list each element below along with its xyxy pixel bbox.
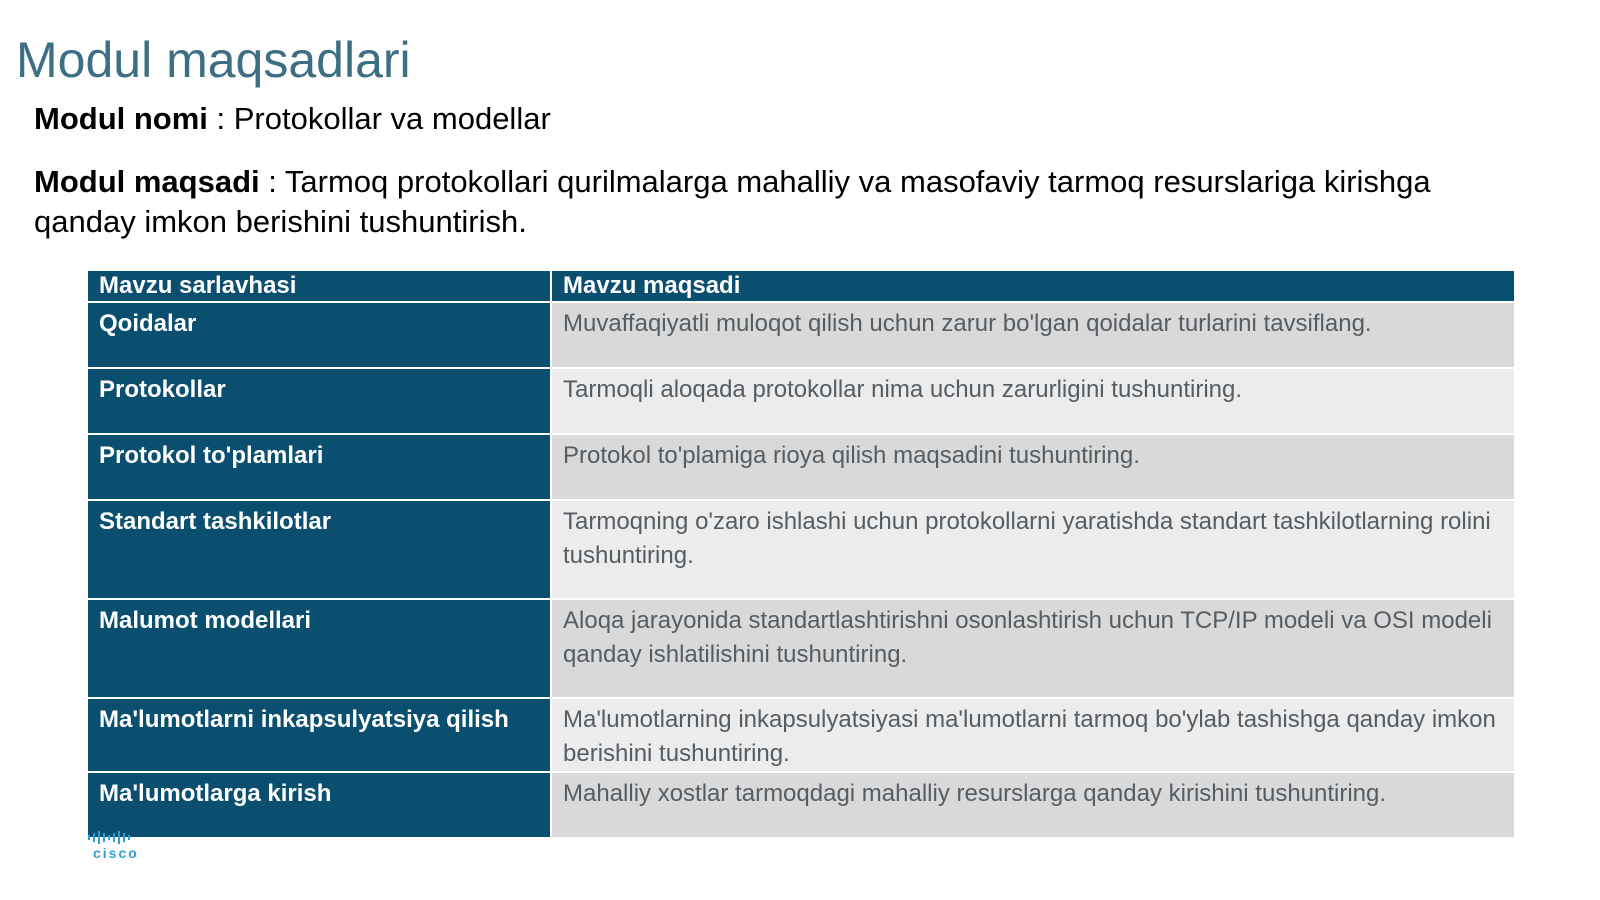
module-goal-value: Tarmoq protokollari qurilmalarga mahalliy va masofaviy tarmoq resurslariga kirishga qanday imkon berishini tushuntirish. xyxy=(34,164,1431,239)
topic-goal-cell: Tarmoqli aloqada protokollar nima uchun zarurligini tushuntiring. xyxy=(551,368,1515,434)
table-row xyxy=(87,599,1515,698)
cisco-bars-icon xyxy=(88,830,152,844)
header-topic-goal: Mavzu maqsadi xyxy=(551,270,1515,302)
topic-title-cell: Protokol to'plamlari xyxy=(87,434,551,500)
topic-title-cell: Ma'lumotlarni inkapsulyatsiya qilish xyxy=(87,698,551,772)
module-name-separator: : xyxy=(207,101,234,136)
module-name-line xyxy=(34,99,551,139)
module-goal-line xyxy=(34,162,1474,242)
topic-goal-cell: Tarmoqning o'zaro ishlashi uchun protokollarni yaratishda standart tashkilotlarning rolini tushuntiring. xyxy=(551,500,1515,599)
topic-goal-cell: Aloqa jarayonida standartlashtirishni osonlashtirish uchun TCP/IP modeli va OSI modeli qanday ishlatilishini tushuntiring. xyxy=(551,599,1515,698)
topic-goal-cell: Mahalliy xostlar tarmoqdagi mahalliy resurslarga qanday kirishini tushuntiring. xyxy=(551,772,1515,838)
cisco-logo-icon xyxy=(88,830,152,860)
topic-goal-cell: Ma'lumotlarning inkapsulyatsiyasi ma'lumotlarni tarmoq bo'ylab tashishga qanday imkon berishini tushuntiring. xyxy=(551,698,1515,772)
module-goal-separator: : xyxy=(259,164,285,199)
topic-title-cell: Standart tashkilotlar xyxy=(87,500,551,599)
table-row xyxy=(87,302,1515,368)
header-topic-title: Mavzu sarlavhasi xyxy=(87,270,551,302)
topic-title-cell: Ma'lumotlarga kirish xyxy=(87,772,551,838)
table-row xyxy=(87,368,1515,434)
table-row xyxy=(87,698,1515,772)
topic-title-cell: Malumot modellari xyxy=(87,599,551,698)
module-name-value: Protokollar va modellar xyxy=(233,101,551,136)
module-name-label: Modul nomi xyxy=(34,101,208,136)
topic-goal-cell: Protokol to'plamiga rioya qilish maqsadini tushuntiring. xyxy=(551,434,1515,500)
module-goal-label: Modul maqsadi xyxy=(34,164,260,199)
table-row xyxy=(87,434,1515,500)
table-row xyxy=(87,500,1515,599)
topic-title-cell: Protokollar xyxy=(87,368,551,434)
page-title: Modul maqsadlari xyxy=(16,32,411,88)
topic-title-cell: Qoidalar xyxy=(87,302,551,368)
topics-table xyxy=(86,269,1516,839)
topic-goal-cell: Muvaffaqiyatli muloqot qilish uchun zarur bo'lgan qoidalar turlarini tavsiflang. xyxy=(551,302,1515,368)
table-row xyxy=(87,772,1515,838)
cisco-wordmark: cisco xyxy=(93,845,139,861)
table-header-row xyxy=(87,270,1515,302)
